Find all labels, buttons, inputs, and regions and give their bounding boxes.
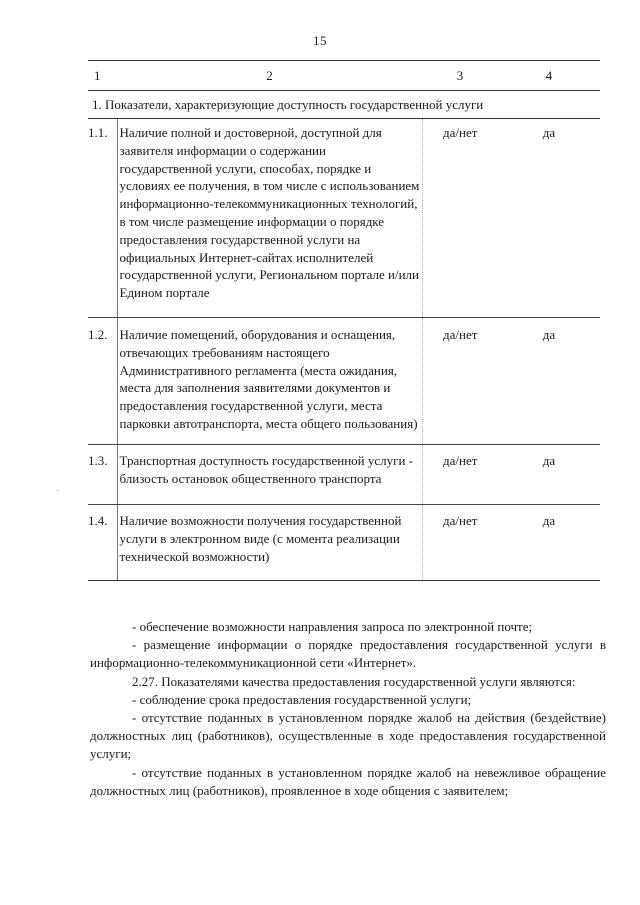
table-row [88, 445, 600, 505]
column-header-1: 1 [88, 61, 117, 91]
row-number: 1.4. [88, 505, 117, 581]
page-number: 15 [313, 33, 327, 48]
row-unit: да/нет [422, 318, 498, 445]
body-text [90, 618, 606, 800]
row-description: Транспортная доступность государственной услуги - близость остановок общественного транспорта [117, 445, 422, 505]
table-row [88, 318, 600, 445]
paragraph-deadline: - соблюдение срока предоставления государственной услуги; [132, 691, 472, 707]
row-description: Наличие полной и достоверной, доступной для заявителя информации о содержании государственной услуги, способах, порядке и условиях ее получения, в том числе с использованием информационно-телекоммуникационных технологий, в том числе размещение информации о порядке предоставления государственной услуги на официальных Интернет-сайтах исполнителей государственной услуги, Региональном портале и/или Едином портале [117, 119, 422, 318]
paragraph-internet-info: - размещение информации о порядке предоставления государственной услуги в информационно-телекоммуникационной сети «Интернет». [90, 637, 606, 671]
indicators-table [88, 60, 600, 581]
row-description: Наличие возможности получения государственной услуги в электронном виде (с момента реализации технической возможности) [117, 505, 422, 581]
row-value: да [498, 445, 600, 505]
row-unit: да/нет [422, 445, 498, 505]
row-value: да [498, 318, 600, 445]
paragraph-no-complaints-rudeness: - отсутствие поданных в установленном порядке жалоб на невежливое обращение должностных лиц (работников), проявленное в ходе общения с заявителем; [90, 764, 606, 798]
row-number: 1.2. [88, 318, 117, 445]
paragraph-email-request: - обеспечение возможности направления запроса по электронной почте; [132, 619, 533, 634]
section-row [88, 91, 600, 119]
scan-margin-dot: · [56, 485, 60, 497]
row-number: 1.1. [88, 119, 117, 318]
column-header-3: 3 [422, 61, 498, 91]
row-unit: да/нет [422, 505, 498, 581]
paragraph-quality-heading: 2.27. Показателями качества предоставления государственной услуги являются: [132, 673, 576, 689]
paragraph-no-complaints-actions: - отсутствие поданных в установленном порядке жалоб на действия (бездействие) должностных лиц (работников), осуществленные в ходе предоставления государственной услуги; [90, 710, 606, 762]
row-value: да [498, 119, 600, 318]
table-row [88, 505, 600, 581]
row-unit: да/нет [422, 119, 498, 318]
section-title: 1. Показатели, характеризующие доступность государственной услуги [88, 91, 600, 119]
row-value: да [498, 505, 600, 581]
table-row [88, 119, 600, 318]
column-header-2: 2 [117, 61, 422, 91]
column-header-4: 4 [498, 61, 600, 91]
row-number: 1.3. [88, 445, 117, 505]
table-header-row [88, 61, 600, 91]
row-description: Наличие помещений, оборудования и оснащения, отвечающих требованиям настоящего Административного регламента (места ожидания, места для заполнения заявителями документов и предоставления государственной услуги, места парковки автотранспорта, места общего пользования) [117, 318, 422, 445]
